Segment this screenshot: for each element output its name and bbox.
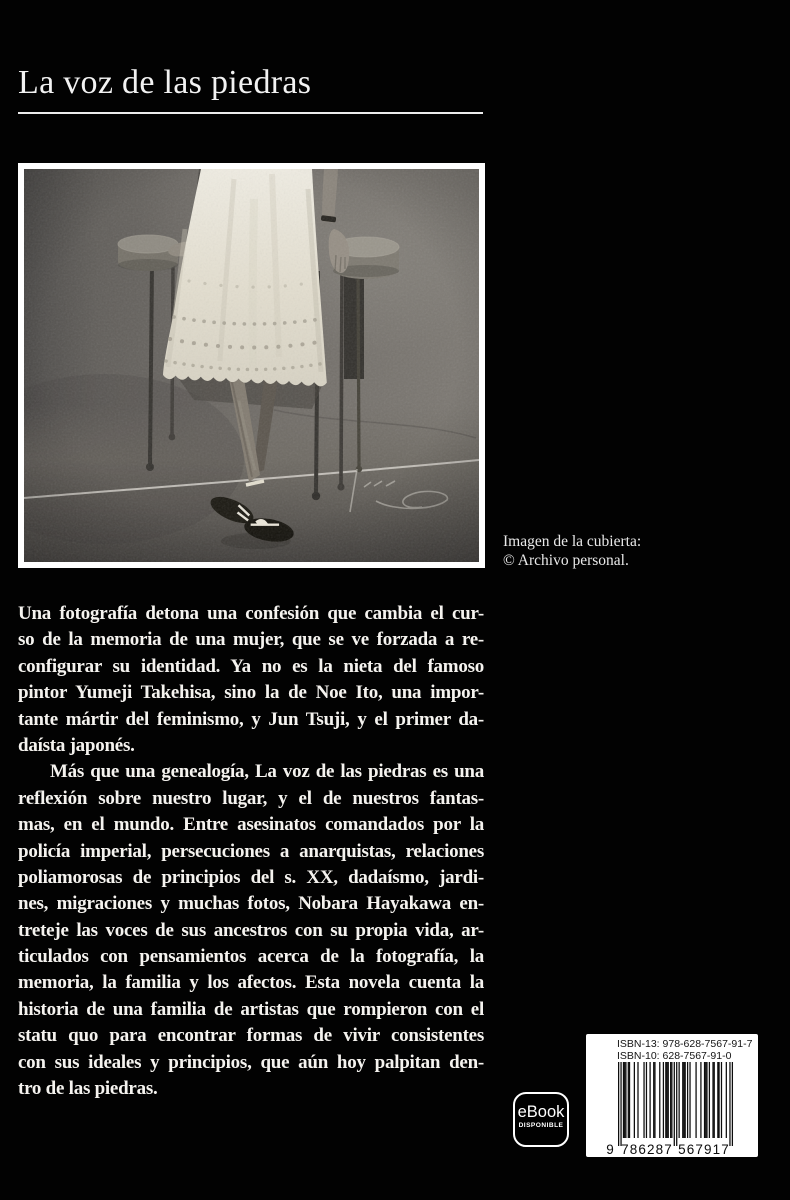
ean13-digits-group: 567917 <box>678 1142 730 1157</box>
isbn-barcode-block <box>586 1034 758 1157</box>
ebook-badge-subtitle: DISPONIBLE <box>518 1122 564 1129</box>
synopsis-line: tante mártir del feminismo, y Jun Tsuji, y el primer da- <box>18 708 484 730</box>
ean13-digits-group: 9 <box>606 1142 614 1157</box>
synopsis-line: nes, migraciones y muchas fotos, Nobara Hayakawa en- <box>18 893 484 915</box>
cover-photograph-illustration <box>24 169 479 562</box>
ean13-barcode <box>586 1062 758 1157</box>
synopsis-line: mas, en el mundo. Entre asesinatos comandados por la <box>18 814 484 836</box>
synopsis-line: Más que una genealogía, La voz de las piedras es una <box>50 761 484 783</box>
photo-credit-line1: Imagen de la cubierta: <box>503 533 642 550</box>
isbn10-label: ISBN-10: 628-7567-91-0 <box>617 1049 732 1062</box>
synopsis-line: ticulados con pensamientos acerca de la fotografía, la <box>18 946 484 968</box>
ean13-digits-group: 786287 <box>621 1142 673 1157</box>
synopsis-line: reflexión sobre nuestro lugar, y el de nuestros fantas- <box>18 787 484 809</box>
synopsis-line: configurar su identidad. Ya no es la nieta del famoso <box>18 655 484 677</box>
synopsis-line: con sus ideales y principios, que aún hoy palpitan den- <box>18 1051 484 1073</box>
synopsis-line: pintor Yumeji Takehisa, sino la de Noe Ito, una impor- <box>18 682 484 704</box>
synopsis-line: memoria, la familia y los afectos. Esta novela cuenta la <box>18 972 484 994</box>
synopsis-line: treteje las voces de sus ancestros con su propia vida, ar- <box>18 919 484 941</box>
synopsis-line: Una fotografía detona una confesión que cambia el cur- <box>18 603 484 624</box>
synopsis-line: policía imperial, persecuciones a anarquistas, relaciones <box>18 840 484 862</box>
synopsis-text <box>18 601 484 1102</box>
photo-credit <box>503 532 641 570</box>
synopsis-line: historia de una familia de artistas que rompieron con el <box>18 998 484 1020</box>
cover-photo <box>18 163 485 568</box>
synopsis-line: tro de las piedras. <box>18 1078 158 1100</box>
isbn13-label: ISBN-13: 978-628-7567-91-7 <box>617 1038 753 1050</box>
synopsis-line: poliamorosas de principios del s. XX, dadaísmo, jardi- <box>18 866 484 888</box>
ebook-badge <box>513 1092 569 1147</box>
book-title: La voz de las piedras <box>18 64 312 101</box>
synopsis-line: so de la memoria de una mujer, que se ve forzada a re- <box>18 629 484 651</box>
photo-credit-line2: © Archivo personal. <box>503 552 629 569</box>
synopsis-line: statu quo para encontrar formas de vivir consistentes <box>18 1025 484 1047</box>
title-rule <box>18 112 483 114</box>
ebook-badge-title: eBook <box>517 1103 565 1121</box>
synopsis-line: daísta japonés. <box>18 734 135 756</box>
